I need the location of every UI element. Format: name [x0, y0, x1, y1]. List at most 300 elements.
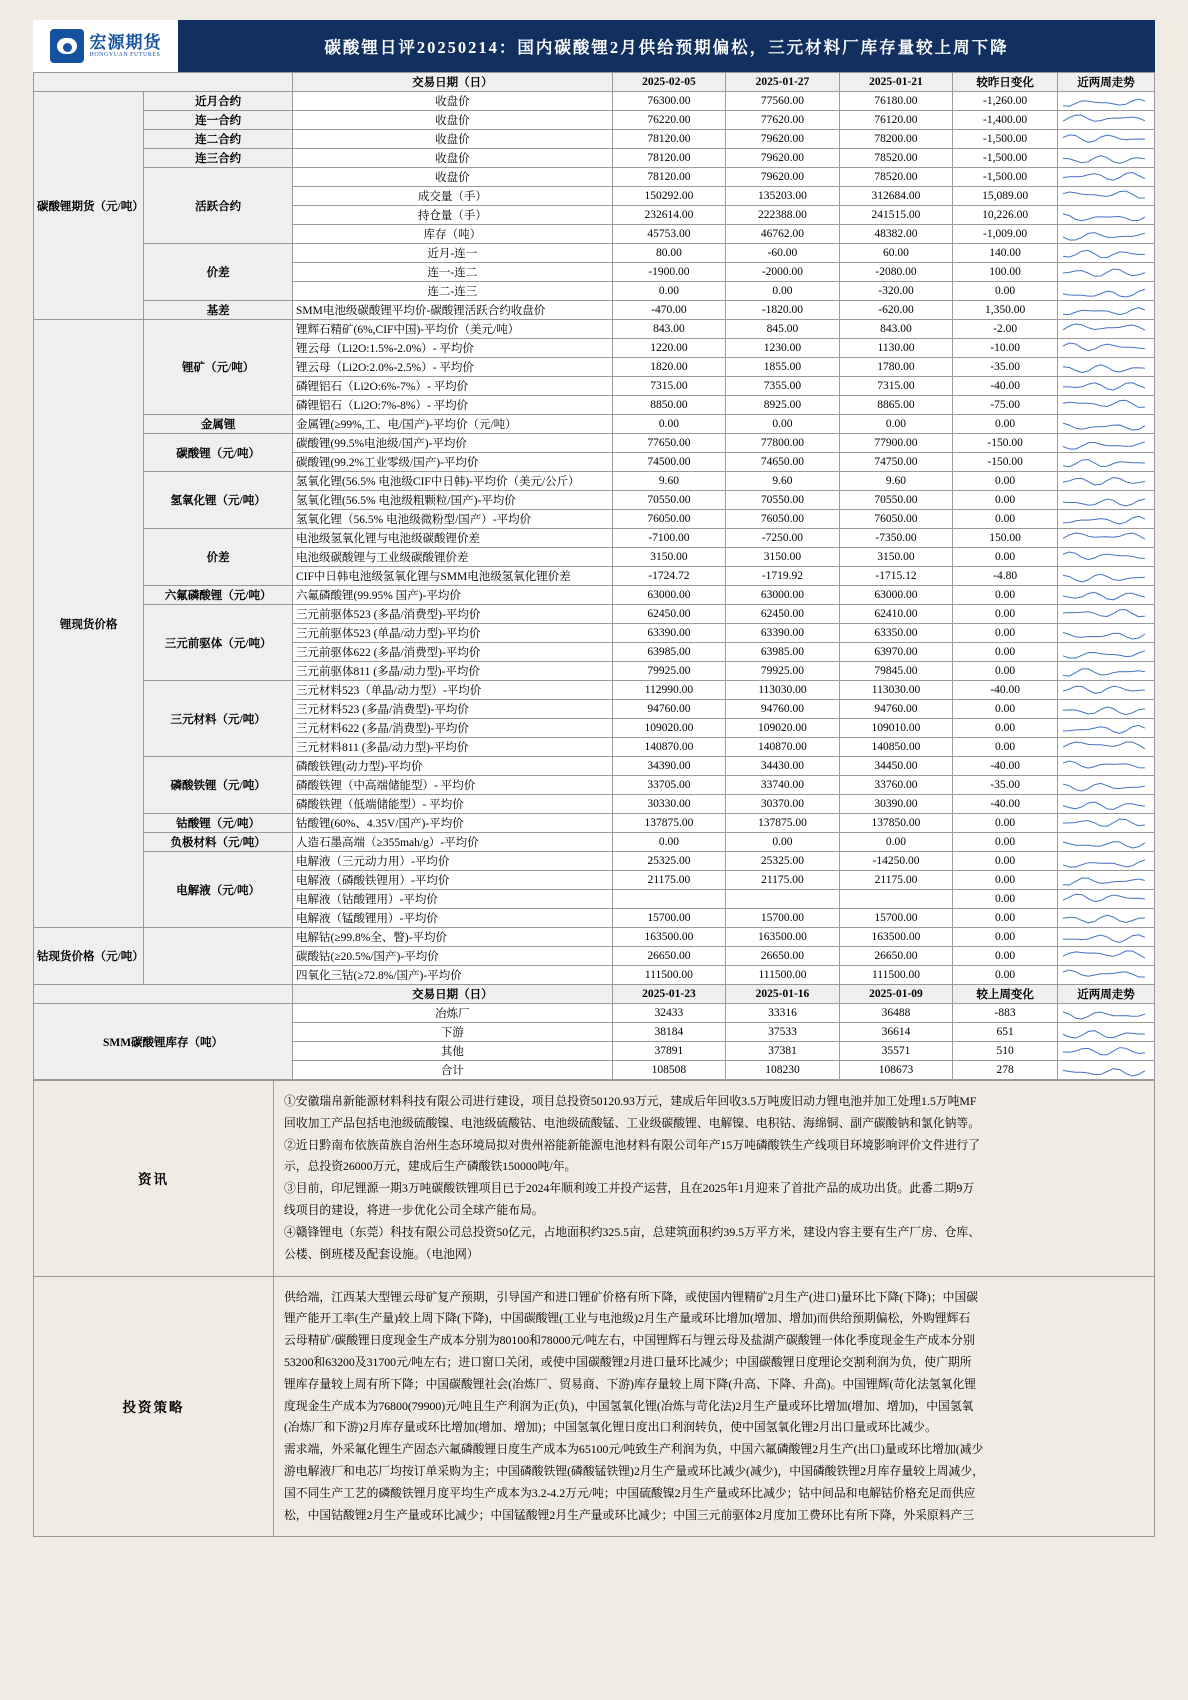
row-item: 收盘价 [293, 130, 613, 149]
row-value: 111500.00 [839, 966, 953, 985]
sparkline-chart [1057, 776, 1154, 795]
row-value: 78520.00 [839, 168, 953, 187]
logo-name-cn: 宏源期货 [89, 32, 162, 52]
row-value: 30330.00 [612, 795, 726, 814]
table-row [34, 586, 1155, 605]
row-value: -2080.00 [839, 263, 953, 282]
company-logo [33, 20, 178, 72]
row-item: 三元材料523（单晶/动力型）-平均价 [293, 681, 613, 700]
row-change: 0.00 [953, 510, 1058, 529]
row-item: 六氟磷酸锂(99.95% 国产)-平均价 [293, 586, 613, 605]
row-item: CIF中日韩电池级氢氧化锂与SMM电池级氢氧化锂价差 [293, 567, 613, 586]
row-value: 845.00 [726, 320, 840, 339]
news-label: 资讯 [34, 1081, 274, 1277]
header-blank-2 [34, 985, 293, 1004]
row-change: 0.00 [953, 662, 1058, 681]
row-value: 63970.00 [839, 643, 953, 662]
row-change: -10.00 [953, 339, 1058, 358]
row-item: 三元前驱体523 (多晶/消费型)-平均价 [293, 605, 613, 624]
row-change: 0.00 [953, 282, 1058, 301]
sparkline-chart [1057, 396, 1154, 415]
row-value: 79620.00 [726, 130, 840, 149]
row-value: 30370.00 [726, 795, 840, 814]
row-value: -1719.92 [726, 567, 840, 586]
news-paragraph: ②近日黔南布依族苗族自治州生态环境局拟对贵州裕能新能源电池材料有限公司年产15万吨磷酸铁生产线项目环境影响评价文件进行了 [284, 1137, 981, 1152]
row-change: 140.00 [953, 244, 1058, 263]
row-value: 7355.00 [726, 377, 840, 396]
sparkline-chart [1057, 187, 1154, 206]
row-value: 0.00 [612, 415, 726, 434]
row-value: 140870.00 [726, 738, 840, 757]
row-item: 碳酸锂(99.2%工业零级/国产)-平均价 [293, 453, 613, 472]
row-item: 持仓量（手） [293, 206, 613, 225]
row-value: 108673 [839, 1061, 953, 1080]
sparkline-chart [1057, 111, 1154, 130]
row-value: 1855.00 [726, 358, 840, 377]
row-value: 33705.00 [612, 776, 726, 795]
sparkline-chart [1057, 206, 1154, 225]
table-row [34, 320, 1155, 339]
group-label: 碳酸锂期货（元/吨） [34, 92, 144, 320]
sparkline-chart [1057, 1023, 1154, 1042]
row-item: SMM电池级碳酸锂平均价-碳酸锂活跃合约收盘价 [293, 301, 613, 320]
row-value: 9.60 [839, 472, 953, 491]
strategy-paragraph: 需求端，外采氟化锂生产固态六氟磷酸锂日度生产成本为65100元/吨致生产利润为负，中国六氟磷酸锂2月生产(出口)量或环比增加(减少 [284, 1442, 984, 1457]
row-value: 76050.00 [839, 510, 953, 529]
row-value: 0.00 [726, 833, 840, 852]
row-value: 94760.00 [839, 700, 953, 719]
column-header: 较昨日变化 [953, 73, 1058, 92]
row-value: 70550.00 [839, 491, 953, 510]
news-paragraph: 回收加工产品包括电池级硫酸镍、电池级硫酸钴、电池级硫酸锰、工业级碳酸锂、电解镍、电积钴、海绵铜、副产碳酸钠和氯化钠等。 [284, 1115, 981, 1130]
row-value: 37891 [612, 1042, 726, 1061]
table-row [34, 928, 1155, 947]
group-label: 锂现货价格 [34, 320, 144, 928]
sparkline-chart [1057, 700, 1154, 719]
row-value: 62450.00 [612, 605, 726, 624]
row-change: -40.00 [953, 377, 1058, 396]
row-value: 232614.00 [612, 206, 726, 225]
row-value: 94760.00 [726, 700, 840, 719]
table-row [34, 415, 1155, 434]
sub-label: 连一合约 [144, 111, 293, 130]
row-item: 磷酸铁锂（中高端储能型）- 平均价 [293, 776, 613, 795]
row-item: 收盘价 [293, 92, 613, 111]
table-row [34, 757, 1155, 776]
sub-label: 价差 [144, 529, 293, 586]
row-value: 3150.00 [726, 548, 840, 567]
row-value: 74500.00 [612, 453, 726, 472]
sparkline-chart [1057, 662, 1154, 681]
row-value: 78120.00 [612, 168, 726, 187]
row-value: 79620.00 [726, 149, 840, 168]
row-value: 63000.00 [612, 586, 726, 605]
row-value: -2000.00 [726, 263, 840, 282]
column-header: 交易日期（日） [293, 73, 613, 92]
row-value: 1130.00 [839, 339, 953, 358]
sparkline-chart [1057, 529, 1154, 548]
news-paragraph: ④赣锋锂电（东莞）科技有限公司总投资50亿元，占地面积约325.5亩，总建筑面积约39.5万平方米，建设内容主要有生产厂房、仓库、 [284, 1224, 981, 1239]
sub-label: 三元前驱体（元/吨） [144, 605, 293, 681]
report-page [0, 20, 1188, 1700]
row-value: 25325.00 [612, 852, 726, 871]
row-item: 氢氧化锂(56.5% 电池级CIF中日韩)-平均价（美元/公斤） [293, 472, 613, 491]
row-change: -40.00 [953, 757, 1058, 776]
row-value: 70550.00 [726, 491, 840, 510]
row-value: 33740.00 [726, 776, 840, 795]
sparkline-chart [1057, 567, 1154, 586]
row-item: 电解钴(≥99.8%全、瞥)-平均价 [293, 928, 613, 947]
row-value: 8850.00 [612, 396, 726, 415]
row-change: 0.00 [953, 719, 1058, 738]
table-row [34, 833, 1155, 852]
row-change: 0.00 [953, 909, 1058, 928]
row-value: 62410.00 [839, 605, 953, 624]
row-value: 9.60 [612, 472, 726, 491]
row-change: 0.00 [953, 738, 1058, 757]
row-value: 76050.00 [726, 510, 840, 529]
row-item: 电解液（磷酸铁锂用）-平均价 [293, 871, 613, 890]
row-value: 135203.00 [726, 187, 840, 206]
row-change: 10,226.00 [953, 206, 1058, 225]
table-row [34, 605, 1155, 624]
row-value: 0.00 [612, 833, 726, 852]
column-header: 近两周走势 [1057, 985, 1154, 1004]
row-value: 76220.00 [612, 111, 726, 130]
row-value: 76180.00 [839, 92, 953, 111]
strategy-paragraph: 供给端，江西某大型锂云母矿复产预期，引导国产和进口锂矿价格有所下降，或使国内锂精矿2月生产(进口)量环比下降(下降)；中国碳 [284, 1289, 979, 1304]
group-label: 钴现货价格（元/吨） [34, 928, 144, 985]
strategy-body [274, 1276, 1155, 1537]
row-value: 63000.00 [726, 586, 840, 605]
row-value: 26650.00 [726, 947, 840, 966]
row-value: 78200.00 [839, 130, 953, 149]
row-value: 77560.00 [726, 92, 840, 111]
row-change: 0.00 [953, 624, 1058, 643]
row-value: 74750.00 [839, 453, 953, 472]
row-item: 碳酸钴(≥20.5%/国产)-平均价 [293, 947, 613, 966]
sub-label: 金属锂 [144, 415, 293, 434]
row-value: 36614 [839, 1023, 953, 1042]
row-value: 0.00 [612, 282, 726, 301]
row-value: 111500.00 [612, 966, 726, 985]
row-value: 163500.00 [612, 928, 726, 947]
table-row [34, 434, 1155, 453]
row-value: 312684.00 [839, 187, 953, 206]
row-value: 74650.00 [726, 453, 840, 472]
row-value: 163500.00 [839, 928, 953, 947]
row-value: 222388.00 [726, 206, 840, 225]
row-value: 137850.00 [839, 814, 953, 833]
table-row [34, 681, 1155, 700]
row-value: 33760.00 [839, 776, 953, 795]
column-header: 交易日期（日） [293, 985, 613, 1004]
sub-label: 价差 [144, 244, 293, 301]
row-value: 94760.00 [612, 700, 726, 719]
row-change: -150.00 [953, 434, 1058, 453]
sub-label: 氢氧化锂（元/吨） [144, 472, 293, 529]
row-change: -883 [953, 1004, 1058, 1023]
table-row [34, 149, 1155, 168]
row-item: 三元前驱体523 (单晶/动力型)-平均价 [293, 624, 613, 643]
strategy-paragraph: 游电解液厂和电芯厂均按订单采购为主；中国磷酸铁锂(磷酸锰铁锂)2月生产量或环比减少(减少)，中国磷酸铁锂2月库存量较上周减少， [284, 1464, 984, 1478]
column-header: 2025-01-23 [612, 985, 726, 1004]
row-value: 46762.00 [726, 225, 840, 244]
sparkline-chart [1057, 852, 1154, 871]
row-value: 79620.00 [726, 168, 840, 187]
sparkline-chart [1057, 605, 1154, 624]
sparkline-chart [1057, 320, 1154, 339]
table-row [34, 1004, 1155, 1023]
row-value: 79845.00 [839, 662, 953, 681]
sparkline-chart [1057, 833, 1154, 852]
news-paragraph: ③目前，印尼锂源一期3万吨碳酸铁锂项目已于2024年顺利竣工并投产运营，且在2025年1月迎来了首批产品的成功出货。此番二期9万 [284, 1181, 975, 1196]
row-item: 成交量（手） [293, 187, 613, 206]
row-value: 163500.00 [726, 928, 840, 947]
table-row [34, 92, 1155, 111]
row-value: 34390.00 [612, 757, 726, 776]
row-change: 651 [953, 1023, 1058, 1042]
row-value: -7350.00 [839, 529, 953, 548]
sparkline-chart [1057, 1061, 1154, 1080]
sparkline-chart [1057, 149, 1154, 168]
row-value [839, 890, 953, 909]
strategy-paragraph: 锂库存量较上周有所下降；中国碳酸锂社会(冶炼厂、贸易商、下游)库存量较上周下降(升高、下降、升高)。中国锂辉(苛化法氢氧化锂 [284, 1376, 977, 1391]
row-change: 100.00 [953, 263, 1058, 282]
sparkline-chart [1057, 244, 1154, 263]
row-value: 77900.00 [839, 434, 953, 453]
row-item: 磷锂铝石（Li2O:7%-8%）- 平均价 [293, 396, 613, 415]
row-value: 63000.00 [839, 586, 953, 605]
row-value: 0.00 [839, 415, 953, 434]
row-change: 0.00 [953, 852, 1058, 871]
sub-label: 活跃合约 [144, 168, 293, 244]
row-item: 三元材料523 (多晶/消费型)-平均价 [293, 700, 613, 719]
table-row [34, 301, 1155, 320]
row-change: 510 [953, 1042, 1058, 1061]
row-value: 21175.00 [612, 871, 726, 890]
row-item: 近月-连一 [293, 244, 613, 263]
sub-label: 基差 [144, 301, 293, 320]
row-value: 843.00 [839, 320, 953, 339]
row-value: 26650.00 [612, 947, 726, 966]
table-row [34, 111, 1155, 130]
row-value: 70550.00 [612, 491, 726, 510]
row-value: 38184 [612, 1023, 726, 1042]
strategy-paragraph: 云母精矿/碳酸锂日度现金生产成本分别为80100和78000元/吨左右，中国锂辉石与锂云母及盐湖产碳酸锂一体化季度现金生产成本分别 [284, 1333, 975, 1348]
column-header: 近两周走势 [1057, 73, 1154, 92]
report-header [33, 20, 1155, 72]
strategy-paragraph: (冶炼厂和下游)2月库存量或环比增加(增加、增加)；中国氢氧化锂日度出口利润转负，使中国氢氧化锂2月出口量或环比减少。 [284, 1420, 937, 1435]
row-value: -1900.00 [612, 263, 726, 282]
row-item: 磷酸铁锂(动力型)-平均价 [293, 757, 613, 776]
row-item: 连一-连二 [293, 263, 613, 282]
row-item: 收盘价 [293, 149, 613, 168]
sparkline-chart [1057, 909, 1154, 928]
logo-name-en: HONGYUAN FUTURES [89, 51, 161, 58]
table-row [34, 529, 1155, 548]
row-item: 合计 [293, 1061, 613, 1080]
column-header: 2025-01-27 [726, 73, 840, 92]
row-item: 三元材料622 (多晶/消费型)-平均价 [293, 719, 613, 738]
row-change: -4.80 [953, 567, 1058, 586]
row-value: 113030.00 [839, 681, 953, 700]
row-change: 0.00 [953, 947, 1058, 966]
row-item: 锂云母（Li2O:1.5%-2.0%）- 平均价 [293, 339, 613, 358]
sparkline-chart [1057, 358, 1154, 377]
row-change: 0.00 [953, 871, 1058, 890]
sparkline-chart [1057, 871, 1154, 890]
sparkline-chart [1057, 1004, 1154, 1023]
row-value [726, 890, 840, 909]
group-label: SMM碳酸锂库存（吨） [34, 1004, 293, 1080]
strategy-paragraph: 国不同生产工艺的磷酸铁锂月度平均生产成本为3.2-4.2万元/吨；中国硫酸镍2月生产量或环比减少；钴中间品和电解钴价格充足而供应 [284, 1485, 976, 1500]
row-change: -1,260.00 [953, 92, 1058, 111]
row-item: 锂辉石精矿(6%,CIF中国)-平均价（美元/吨） [293, 320, 613, 339]
row-value: 108508 [612, 1061, 726, 1080]
sparkline-chart [1057, 1042, 1154, 1061]
news-paragraph: 公楼、倒班楼及配套设施。（电池网） [284, 1246, 479, 1261]
row-value: 77620.00 [726, 111, 840, 130]
sparkline-chart [1057, 92, 1154, 111]
sparkline-chart [1057, 814, 1154, 833]
row-value: 78120.00 [612, 149, 726, 168]
row-value: 76050.00 [612, 510, 726, 529]
row-item: 三元材料811 (多晶/动力型)-平均价 [293, 738, 613, 757]
row-change: 150.00 [953, 529, 1058, 548]
row-item: 连二-连三 [293, 282, 613, 301]
row-change: -35.00 [953, 358, 1058, 377]
row-item: 钴酸锂(60%、4.35V/国产)-平均价 [293, 814, 613, 833]
row-change: -40.00 [953, 681, 1058, 700]
sparkline-chart [1057, 681, 1154, 700]
row-value: 79925.00 [612, 662, 726, 681]
row-change: 0.00 [953, 643, 1058, 662]
column-header: 2025-01-16 [726, 985, 840, 1004]
row-value: 8925.00 [726, 396, 840, 415]
row-value: 21175.00 [839, 871, 953, 890]
page-title: 碳酸锂日评20250214：国内碳酸锂2月供给预期偏松，三元材料厂库存量较上周下降 [324, 38, 1009, 57]
sparkline-chart [1057, 795, 1154, 814]
row-value: -7100.00 [612, 529, 726, 548]
row-change: -40.00 [953, 795, 1058, 814]
row-value: 63390.00 [726, 624, 840, 643]
row-change: -150.00 [953, 453, 1058, 472]
row-value: 15700.00 [726, 909, 840, 928]
sparkline-chart [1057, 947, 1154, 966]
row-value: 34430.00 [726, 757, 840, 776]
sparkline-chart [1057, 738, 1154, 757]
row-value: 26650.00 [839, 947, 953, 966]
row-change: -1,500.00 [953, 130, 1058, 149]
table-row [34, 852, 1155, 871]
column-header: 2025-01-21 [839, 73, 953, 92]
row-change: 0.00 [953, 890, 1058, 909]
market-data-table [33, 72, 1155, 1080]
row-value: 35571 [839, 1042, 953, 1061]
news-paragraph: ①安徽瑞帛新能源材料科技有限公司进行建设，项目总投资50120.93万元，建成后年回收3.5万吨废旧动力锂电池并加工处理1.5万吨MF [284, 1094, 977, 1108]
row-item: 电池级碳酸锂与工业级碳酸锂价差 [293, 548, 613, 567]
row-value: 0.00 [726, 282, 840, 301]
sub-label: 磷酸铁锂（元/吨） [144, 757, 293, 814]
sub-label: 锂矿（元/吨） [144, 320, 293, 415]
row-item: 四氧化三钴(≥72.8%/国产)-平均价 [293, 966, 613, 985]
row-value: 109020.00 [612, 719, 726, 738]
row-item: 锂云母（Li2O:2.0%-2.5%）- 平均价 [293, 358, 613, 377]
sub-label: 近月合约 [144, 92, 293, 111]
row-change: 0.00 [953, 415, 1058, 434]
row-value: 45753.00 [612, 225, 726, 244]
row-item: 电池级氢氧化锂与电池级碳酸锂价差 [293, 529, 613, 548]
row-value: 3150.00 [839, 548, 953, 567]
row-change: 0.00 [953, 472, 1058, 491]
row-value: 15700.00 [612, 909, 726, 928]
sparkline-chart [1057, 491, 1154, 510]
row-value: 63390.00 [612, 624, 726, 643]
row-item: 电解液（钴酸锂用）-平均价 [293, 890, 613, 909]
sparkline-chart [1057, 510, 1154, 529]
sparkline-chart [1057, 339, 1154, 358]
row-item: 三元前驱体622 (多晶/消费型)-平均价 [293, 643, 613, 662]
sparkline-chart [1057, 928, 1154, 947]
row-item: 收盘价 [293, 168, 613, 187]
row-item: 其他 [293, 1042, 613, 1061]
row-item: 三元前驱体811 (多晶/动力型)-平均价 [293, 662, 613, 681]
row-item: 氢氧化锂(56.5% 电池级粗颗粒/国产)-平均价 [293, 491, 613, 510]
strategy-paragraph: 度现金生产成本为76800(79900)元/吨且生产利润为正(负)，中国氢氧化锂(冶炼与苛化法)2月生产量或环比增加(增加、增加)，中国氢氧 [284, 1398, 974, 1413]
row-value: -1724.72 [612, 567, 726, 586]
row-value: 8865.00 [839, 396, 953, 415]
row-value: 150292.00 [612, 187, 726, 206]
row-value: 21175.00 [726, 871, 840, 890]
row-value: 62450.00 [726, 605, 840, 624]
row-value: 48382.00 [839, 225, 953, 244]
sparkline-chart [1057, 301, 1154, 320]
row-change: 1,350.00 [953, 301, 1058, 320]
sparkline-chart [1057, 225, 1154, 244]
column-header: 2025-02-05 [612, 73, 726, 92]
table-body [34, 73, 1155, 1080]
row-change: 0.00 [953, 548, 1058, 567]
row-value: -1715.12 [839, 567, 953, 586]
row-value: 30390.00 [839, 795, 953, 814]
row-value: 25325.00 [726, 852, 840, 871]
row-change: 0.00 [953, 928, 1058, 947]
row-value: 108230 [726, 1061, 840, 1080]
row-value: 843.00 [612, 320, 726, 339]
row-change: 0.00 [953, 491, 1058, 510]
row-item: 磷锂铝石（Li2O:6%-7%）- 平均价 [293, 377, 613, 396]
row-value: 76300.00 [612, 92, 726, 111]
row-item: 收盘价 [293, 111, 613, 130]
row-value: 76120.00 [839, 111, 953, 130]
row-value: -470.00 [612, 301, 726, 320]
table-row [34, 472, 1155, 491]
news-paragraph: 示，总投资26000万元，建成后生产磷酸铁150000吨/年。 [284, 1159, 577, 1174]
row-value: 63985.00 [726, 643, 840, 662]
sparkline-chart [1057, 263, 1154, 282]
sub-label: 三元材料（元/吨） [144, 681, 293, 757]
strategy-paragraph: 锂产能开工率(生产量)较上周下降(下降)，中国碳酸锂(工业与电池级)2月生产量或环比增加(增加、增加)而供给预期偏松，外购锂辉石 [284, 1311, 971, 1326]
row-item: 磷酸铁锂（低端储能型）- 平均价 [293, 795, 613, 814]
row-change: -1,009.00 [953, 225, 1058, 244]
row-value: 7315.00 [612, 377, 726, 396]
row-value [612, 890, 726, 909]
row-change: -1,500.00 [953, 168, 1058, 187]
row-item: 氢氧化锂（56.5% 电池级微粉型/国产）-平均价 [293, 510, 613, 529]
row-value: 78120.00 [612, 130, 726, 149]
column-header: 2025-01-09 [839, 985, 953, 1004]
